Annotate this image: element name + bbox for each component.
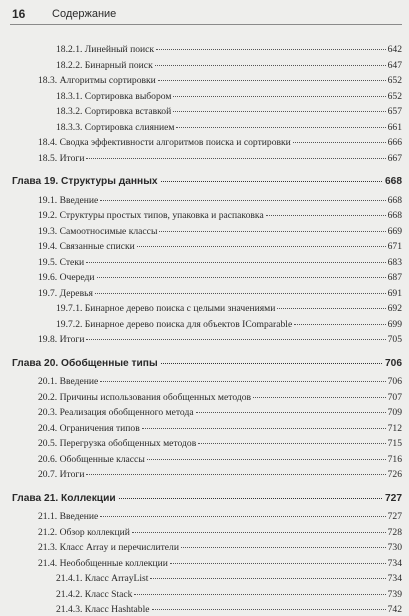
- toc-page-number: 730: [387, 542, 402, 553]
- toc-entry-title: Обобщенные классы: [59, 453, 145, 465]
- toc-entry-title: Самоотносимые классы: [59, 225, 158, 237]
- dot-leader: [132, 532, 386, 533]
- toc-entry-number: 21.3.: [38, 542, 58, 553]
- toc-page-number: 715: [387, 438, 402, 449]
- toc-entry-number: 19.1.: [38, 194, 58, 206]
- toc-entry-number: 18.2.2.: [56, 59, 83, 71]
- toc-entry-number: 21.1.: [38, 511, 58, 522]
- dot-leader: [95, 293, 386, 294]
- toc-entry-title: Класс ArrayList: [84, 573, 149, 584]
- dot-leader: [147, 459, 386, 460]
- toc-entry: [38, 210, 402, 222]
- toc-entry-title: Алгоритмы сортировки: [59, 75, 156, 86]
- toc-entry-number: 21.2.: [38, 526, 58, 538]
- toc-page-number: 709: [387, 407, 402, 418]
- toc-entry-title: Бинарное дерево поиска с целыми значениями: [84, 303, 276, 314]
- running-title: Содержание: [52, 8, 117, 20]
- toc-entry-title: Линейный поиск: [84, 44, 155, 55]
- toc-page-number: 691: [387, 287, 402, 299]
- toc-entry-number: 19.8.: [38, 334, 58, 345]
- toc-page-number: 668: [385, 176, 402, 187]
- toc-entry-title: Стеки: [59, 256, 85, 268]
- toc-page-number: 727: [387, 511, 402, 522]
- toc-entry: [56, 303, 402, 315]
- dot-leader: [152, 609, 386, 610]
- toc-page-number: 707: [387, 391, 402, 403]
- toc-entry: [38, 272, 402, 284]
- toc-entry-number: 18.3.1.: [56, 90, 83, 102]
- toc-page-number: 734: [387, 557, 402, 569]
- dot-leader: [196, 412, 386, 413]
- toc-entry: [38, 75, 402, 87]
- toc-entry: [56, 122, 402, 134]
- toc-entry-number: 20.6.: [38, 453, 58, 465]
- toc-entry-number: 19.7.1.: [56, 303, 83, 314]
- toc-entry-title: Связанные списки: [59, 241, 135, 252]
- toc-page-number: 671: [387, 241, 402, 252]
- toc-page-number: 692: [387, 303, 402, 314]
- toc-entry-number: 21.4.: [38, 557, 58, 569]
- dot-leader: [266, 215, 386, 216]
- dot-leader: [170, 563, 386, 564]
- toc-entry-number: 18.3.2.: [56, 106, 83, 117]
- toc-entry: [56, 60, 402, 72]
- toc-page-number: 668: [387, 194, 402, 206]
- dot-leader: [86, 262, 385, 263]
- dot-leader: [156, 49, 386, 50]
- toc-page-number: 699: [387, 318, 402, 330]
- toc-page-number: 734: [387, 573, 402, 584]
- toc-entry-number: 21.4.1.: [56, 573, 83, 584]
- toc-entry: [38, 542, 402, 554]
- toc-page-number: 712: [387, 422, 402, 434]
- toc-entry: [38, 423, 402, 435]
- toc-page-number: 705: [387, 334, 402, 345]
- toc-entry: [56, 44, 402, 56]
- dot-leader: [97, 277, 386, 278]
- toc-entry-title: Класс Stack: [84, 588, 133, 600]
- page-number: 16: [12, 7, 26, 21]
- toc-entry: [56, 573, 402, 585]
- toc-page-number: 669: [387, 225, 402, 237]
- toc-entry: [38, 392, 402, 404]
- toc-entry-number: Глава 20.: [12, 357, 59, 369]
- toc-entry: [38, 438, 402, 450]
- toc-entry-number: 21.4.2.: [56, 588, 83, 600]
- toc-entry-title: Ограничения типов: [59, 422, 140, 434]
- dot-leader: [161, 363, 382, 364]
- dot-leader: [173, 111, 385, 112]
- toc-page-number: 647: [387, 59, 402, 71]
- toc-entry: [38, 137, 402, 149]
- dot-leader: [159, 231, 385, 232]
- toc-entry-number: 20.2.: [38, 391, 58, 403]
- toc-entry: [38, 469, 402, 481]
- toc-entry-title: Сортировка слиянием: [84, 121, 175, 133]
- toc-entry-number: Глава 21.: [12, 492, 59, 504]
- toc-page-number: 667: [387, 152, 402, 164]
- toc-entry-title: Причины использования обобщенных методов: [59, 391, 252, 403]
- dot-leader: [293, 142, 386, 143]
- toc-entry-title: Необобщенные коллекции: [59, 557, 168, 569]
- toc-entry-title: Деревья: [59, 287, 93, 299]
- toc-entry: [38, 257, 402, 269]
- dot-leader: [181, 547, 386, 548]
- toc-entry: [38, 527, 402, 539]
- toc-entry-number: 18.2.1.: [56, 44, 83, 55]
- toc-entry-number: 20.5.: [38, 438, 58, 449]
- dot-leader: [86, 339, 385, 340]
- toc-chapter: [12, 175, 402, 188]
- toc-entry-number: Глава 19.: [12, 176, 59, 187]
- dot-leader: [176, 127, 385, 128]
- toc-entry-title: Реализация обобщенного метода: [59, 407, 194, 418]
- toc-entry-number: 18.4.: [38, 137, 58, 148]
- dot-leader: [150, 578, 385, 579]
- toc-entry: [56, 91, 402, 103]
- dot-leader: [119, 498, 382, 499]
- toc-page-number: 652: [387, 75, 402, 86]
- toc-entry-number: 18.3.3.: [56, 121, 83, 133]
- toc-entry-number: 19.7.2.: [56, 318, 83, 330]
- toc-entry: [38, 407, 402, 419]
- dot-leader: [100, 516, 385, 517]
- toc-page-number: 728: [387, 526, 402, 538]
- toc-entry-number: 19.4.: [38, 241, 58, 252]
- toc-entry-title: Очереди: [59, 272, 95, 283]
- dot-leader: [100, 381, 385, 382]
- toc-entry-number: 20.1.: [38, 376, 58, 387]
- toc-entry: [56, 106, 402, 118]
- dot-leader: [277, 308, 385, 309]
- toc-page-number: 666: [387, 137, 402, 148]
- toc-entry-title: Перегрузка обобщенных методов: [59, 438, 197, 449]
- dot-leader: [161, 181, 382, 182]
- toc-entry-number: 19.3.: [38, 225, 58, 237]
- toc-chapter: [12, 357, 402, 370]
- dot-leader: [100, 200, 385, 201]
- toc-entry: [38, 511, 402, 523]
- toc-chapter: [12, 492, 402, 505]
- toc-page-number: 726: [387, 469, 402, 480]
- dot-leader: [173, 96, 385, 97]
- dot-leader: [86, 474, 385, 475]
- toc-entry-number: 19.5.: [38, 256, 58, 268]
- toc-page-number: 657: [387, 106, 402, 117]
- toc-entry-title: Структуры данных: [61, 176, 158, 187]
- toc-entry: [38, 153, 402, 165]
- toc-entry: [38, 241, 402, 253]
- toc-entry-title: Итоги: [59, 334, 85, 345]
- dot-leader: [86, 158, 385, 159]
- toc-entry: [38, 288, 402, 300]
- dot-leader: [134, 594, 385, 595]
- toc-entry: [38, 376, 402, 388]
- toc-page-number: 642: [387, 44, 402, 55]
- toc-page-number: 727: [385, 492, 402, 504]
- toc-page-number: 652: [387, 90, 402, 102]
- toc-page-number: 661: [387, 121, 402, 133]
- toc-entry-title: Обзор коллекций: [59, 526, 130, 538]
- toc-page-number: 716: [387, 453, 402, 465]
- toc-entry-title: Коллекции: [61, 492, 116, 504]
- toc-entry-number: 18.5.: [38, 152, 58, 164]
- toc-entry-title: Введение: [59, 376, 99, 387]
- toc-entry-title: Итоги: [59, 152, 85, 164]
- toc-entry-number: 20.7.: [38, 469, 58, 480]
- toc-entry-title: Бинарное дерево поиска для объектов IComparable: [84, 318, 293, 330]
- toc-entry: [56, 319, 402, 331]
- dot-leader: [155, 65, 386, 66]
- toc-entry-number: 20.4.: [38, 422, 58, 434]
- toc-entry-title: Сортировка вставкой: [84, 106, 172, 117]
- toc-page-number: 687: [387, 272, 402, 283]
- toc-entry: [38, 454, 402, 466]
- toc-entry-number: 18.3.: [38, 75, 58, 86]
- toc-entry-number: 21.4.3.: [56, 604, 83, 615]
- toc-page-number: 683: [387, 256, 402, 268]
- toc-entry-title: Сортировка выбором: [84, 90, 172, 102]
- toc-page-number: 706: [387, 376, 402, 387]
- toc-entry: [56, 589, 402, 601]
- dot-leader: [253, 397, 386, 398]
- toc-entry: [38, 226, 402, 238]
- toc-entry: [38, 558, 402, 570]
- toc-entry-title: Сводка эффективности алгоритмов поиска и сортировки: [59, 137, 291, 148]
- toc-page-number: 668: [387, 210, 402, 221]
- toc-entry-number: 19.6.: [38, 272, 58, 283]
- toc-entry-title: Структуры простых типов, упаковка и распаковка: [59, 210, 264, 221]
- toc-entry-number: 19.2.: [38, 210, 58, 221]
- toc-entry-title: Введение: [59, 194, 99, 206]
- toc-entry: [38, 195, 402, 207]
- toc-entry-title: Обобщенные типы: [61, 357, 158, 369]
- toc-entry-title: Итоги: [59, 469, 85, 480]
- dot-leader: [198, 443, 385, 444]
- toc-entry-title: Введение: [59, 511, 99, 522]
- toc-entry-number: 19.7.: [38, 287, 58, 299]
- toc-page-number: 742: [387, 604, 402, 615]
- toc-entry: [56, 604, 402, 616]
- toc-page-number: 706: [385, 357, 402, 369]
- toc-entry-title: Класс Hashtable: [84, 604, 150, 615]
- dot-leader: [137, 246, 386, 247]
- dot-leader: [158, 80, 386, 81]
- toc-entry-title: Бинарный поиск: [84, 59, 153, 71]
- toc-entry-number: 20.3.: [38, 407, 58, 418]
- dot-leader: [142, 428, 386, 429]
- dot-leader: [294, 324, 385, 325]
- toc-entry-title: Класс Array и перечислители: [59, 542, 179, 553]
- toc-entry: [38, 334, 402, 346]
- toc-page-number: 739: [387, 588, 402, 600]
